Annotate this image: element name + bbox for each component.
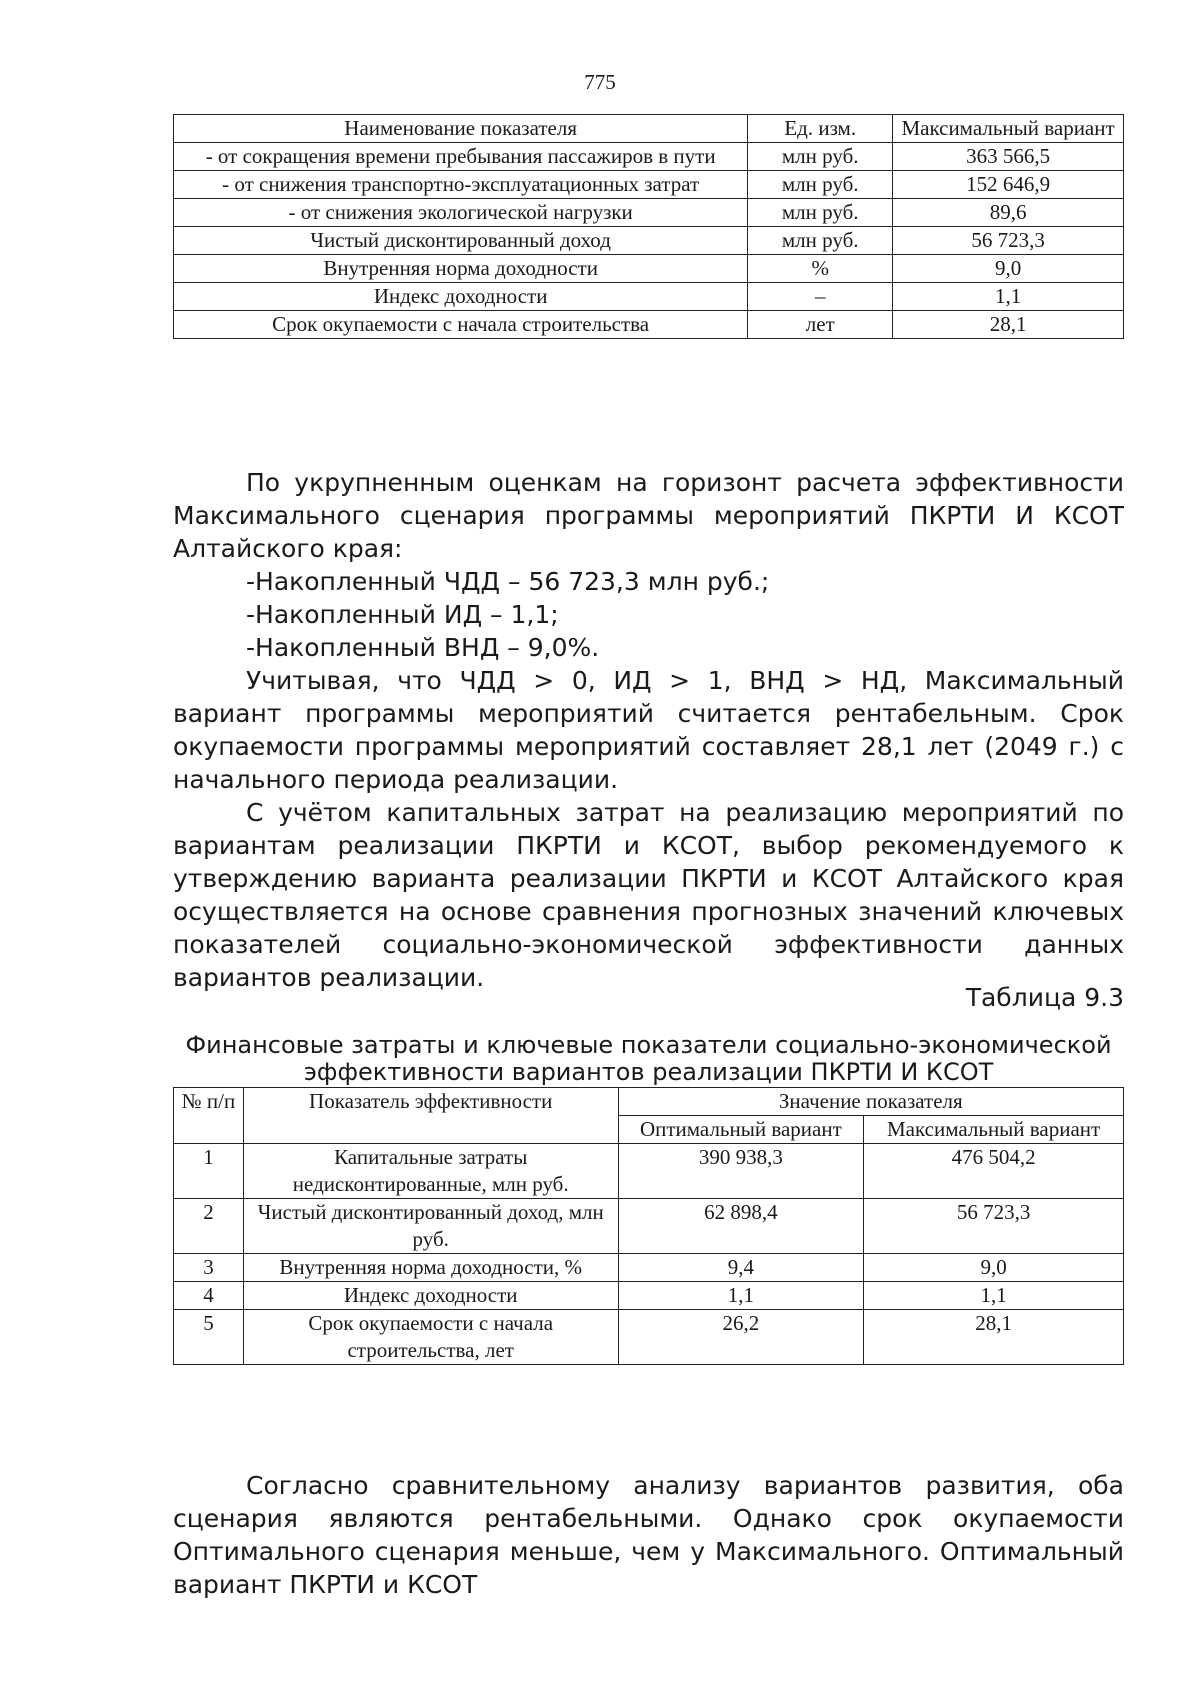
indicator-value: 152 646,9: [893, 171, 1124, 199]
row-number: 3: [174, 1254, 244, 1282]
header-value-group: Значение показателя: [618, 1088, 1124, 1116]
table-row: [174, 1282, 1124, 1310]
indicator-name: Чистый дисконтированный доход: [174, 227, 748, 255]
indicator-value: 1,1: [893, 283, 1124, 311]
table-row: [174, 171, 1124, 199]
row-indicator: Срок окупаемости с начала строительства, лет: [243, 1310, 618, 1365]
indicator-unit: млн руб.: [748, 227, 893, 255]
row-indicator: Индекс доходности: [243, 1282, 618, 1310]
list-item: -Накопленный ЧДД – 56 723,3 млн руб.;: [246, 567, 770, 596]
header-maximal: Максимальный вариант: [864, 1116, 1124, 1144]
indicators-table: [173, 114, 1124, 339]
row-optimal-value: 9,4: [618, 1254, 864, 1282]
table-label: Таблица 9.3: [965, 983, 1124, 1012]
indicator-value: 9,0: [893, 255, 1124, 283]
indicator-unit: –: [748, 283, 893, 311]
indicator-unit: млн руб.: [748, 143, 893, 171]
row-indicator: Капитальные затраты недисконтированные, млн руб.: [243, 1144, 618, 1199]
paragraph: По укрупненным оценкам на горизонт расчета эффективности Максимального сценария программы мероприятий ПКРТИ И КСОТ Алтайского края:: [173, 468, 1124, 563]
table-header-row: [174, 1088, 1124, 1116]
list-item: -Накопленный ИД – 1,1;: [246, 600, 559, 629]
row-maximal-value: 476 504,2: [864, 1144, 1124, 1199]
row-number: 1: [174, 1144, 244, 1199]
indicator-unit: %: [748, 255, 893, 283]
row-number: 2: [174, 1199, 244, 1254]
row-number: 4: [174, 1282, 244, 1310]
table-row: [174, 1144, 1124, 1199]
header-indicator-name: Наименование показателя: [174, 115, 748, 143]
indicator-value: 56 723,3: [893, 227, 1124, 255]
paragraph: С учётом капитальных затрат на реализацию мероприятий по вариантам реализации ПКРТИ и КСОТ, выбор рекомендуемого к утверждению варианта реализации ПКРТИ и КСОТ Алтайского края осуществляется на основе сравнения прогнозных значений ключевых показателей социально-экономической эффективности данных вариантов реализации.: [173, 798, 1124, 992]
list-item: -Накопленный ВНД – 9,0%.: [246, 633, 600, 662]
table-row: [174, 255, 1124, 283]
table-header-row: [174, 115, 1124, 143]
row-number: 5: [174, 1310, 244, 1365]
header-unit: Ед. изм.: [748, 115, 893, 143]
comparison-table: [173, 1087, 1124, 1365]
indicator-value: 363 566,5: [893, 143, 1124, 171]
row-indicator: Внутренняя норма доходности, %: [243, 1254, 618, 1282]
table-row: [174, 1199, 1124, 1254]
row-maximal-value: 9,0: [864, 1254, 1124, 1282]
table-row: [174, 283, 1124, 311]
indicator-name: - от сокращения времени пребывания пассажиров в пути: [174, 143, 748, 171]
row-optimal-value: 1,1: [618, 1282, 864, 1310]
page-number: 775: [584, 70, 616, 94]
table-row: [174, 1254, 1124, 1282]
indicator-value: 89,6: [893, 199, 1124, 227]
indicator-unit: млн руб.: [748, 171, 893, 199]
table-row: [174, 199, 1124, 227]
indicator-unit: млн руб.: [748, 199, 893, 227]
indicator-name: Внутренняя норма доходности: [174, 255, 748, 283]
indicator-name: Индекс доходности: [174, 283, 748, 311]
row-optimal-value: 62 898,4: [618, 1199, 864, 1254]
indicator-value: 28,1: [893, 311, 1124, 339]
paragraph: Учитывая, что ЧДД > 0, ИД > 1, ВНД > НД, Максимальный вариант программы мероприятий считается рентабельным. Срок окупаемости программы мероприятий составляет 28,1 лет (2049 г.) с начального периода реализации.: [173, 666, 1124, 794]
header-max-variant: Максимальный вариант: [893, 115, 1124, 143]
row-maximal-value: 1,1: [864, 1282, 1124, 1310]
header-optimal: Оптимальный вариант: [618, 1116, 864, 1144]
header-number: № п/п: [174, 1088, 244, 1144]
body-text-block: [173, 1469, 1124, 1601]
row-optimal-value: 390 938,3: [618, 1144, 864, 1199]
paragraph: Согласно сравнительному анализу вариантов развития, оба сценария являются рентабельными. Однако срок окупаемости Оптимального сценария меньше, чем у Максимального. Оптимальный вариант ПКРТИ и КСОТ: [173, 1471, 1124, 1599]
row-indicator: Чистый дисконтированный доход, млн руб.: [243, 1199, 618, 1254]
indicator-unit: лет: [748, 311, 893, 339]
indicator-name: Срок окупаемости с начала строительства: [174, 311, 748, 339]
table-row: [174, 227, 1124, 255]
table-title: Финансовые затраты и ключевые показатели социально-экономической эффективности вариантов реализации ПКРТИ И КСОТ: [185, 1031, 1112, 1086]
row-maximal-value: 28,1: [864, 1310, 1124, 1365]
row-maximal-value: 56 723,3: [864, 1199, 1124, 1254]
body-text-block: [173, 466, 1124, 994]
indicator-name: - от снижения транспортно-эксплуатационных затрат: [174, 171, 748, 199]
header-indicator: Показатель эффективности: [243, 1088, 618, 1144]
table-row: [174, 1310, 1124, 1365]
table-row: [174, 311, 1124, 339]
row-optimal-value: 26,2: [618, 1310, 864, 1365]
table-row: [174, 143, 1124, 171]
indicator-name: - от снижения экологической нагрузки: [174, 199, 748, 227]
